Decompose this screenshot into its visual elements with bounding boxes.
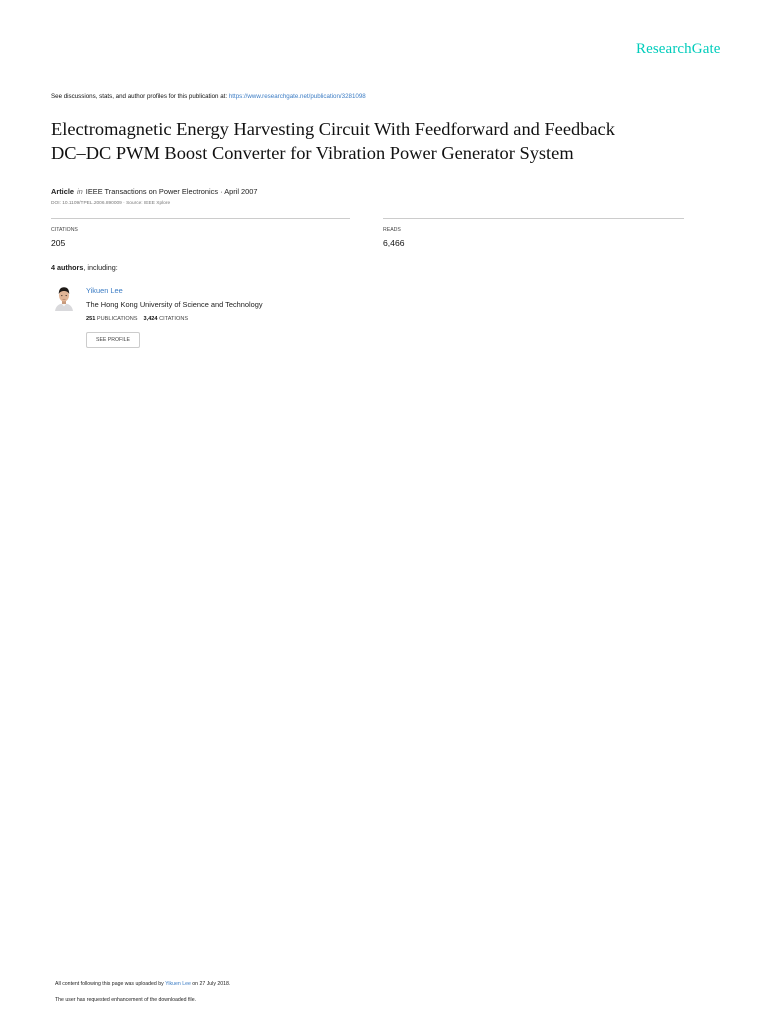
journal-name: IEEE Transactions on Power Electronics · April 2007 bbox=[85, 187, 258, 196]
publication-title bbox=[51, 117, 731, 165]
divider-right bbox=[383, 218, 684, 219]
in-label: in bbox=[77, 187, 83, 196]
publication-url-link[interactable]: https://www.researchgate.net/publication/3281098 bbox=[228, 93, 366, 100]
author-publications-count: 251 bbox=[86, 316, 96, 322]
uploader-link[interactable]: Yikuen Lee bbox=[165, 981, 191, 987]
title-line-1: Electromagnetic Energy Harvesting Circuit With Feedforward and Feedback bbox=[51, 119, 615, 139]
author-citations-count: 3,424 bbox=[143, 316, 158, 322]
authors-heading bbox=[51, 263, 118, 272]
discussion-text: See discussions, stats, and author profiles for this publication at: bbox=[51, 93, 229, 100]
authors-suffix: , including: bbox=[83, 263, 118, 272]
upload-prefix: All content following this page was uploaded by bbox=[55, 981, 166, 987]
authors-count: 4 authors bbox=[51, 263, 84, 272]
author-name-link[interactable]: Yikuen Lee bbox=[86, 286, 123, 295]
see-profile-button[interactable]: SEE PROFILE bbox=[86, 332, 140, 348]
upload-note bbox=[55, 981, 230, 987]
publication-meta bbox=[51, 187, 258, 196]
divider-left bbox=[51, 218, 350, 219]
enhancement-request-note: The user has requested enhancement of the downloaded file. bbox=[55, 997, 197, 1003]
reads-value: 6,466 bbox=[383, 238, 405, 248]
publication-type: Article bbox=[51, 187, 75, 196]
citations-value: 205 bbox=[51, 238, 66, 248]
upload-suffix: on 27 July 2018. bbox=[190, 981, 231, 987]
author-avatar-photo[interactable] bbox=[53, 285, 75, 311]
author-citations-label: CITATIONS bbox=[159, 316, 189, 322]
author-stats bbox=[86, 316, 188, 322]
title-line-2: DC–DC PWM Boost Converter for Vibration Power Generator System bbox=[51, 143, 574, 163]
author-publications-label: PUBLICATIONS bbox=[96, 316, 138, 322]
reads-label: READS bbox=[383, 227, 401, 233]
researchgate-logo[interactable]: ResearchGate bbox=[636, 41, 721, 57]
citations-label: CITATIONS bbox=[51, 227, 78, 233]
discussion-line bbox=[51, 93, 366, 100]
doi-line: DOI: 10.1109/TPEL.2006.890009 · Source: IEEE Xplore bbox=[51, 201, 171, 206]
author-institution: The Hong Kong University of Science and Technology bbox=[86, 300, 263, 309]
avatar-icon bbox=[53, 285, 75, 311]
